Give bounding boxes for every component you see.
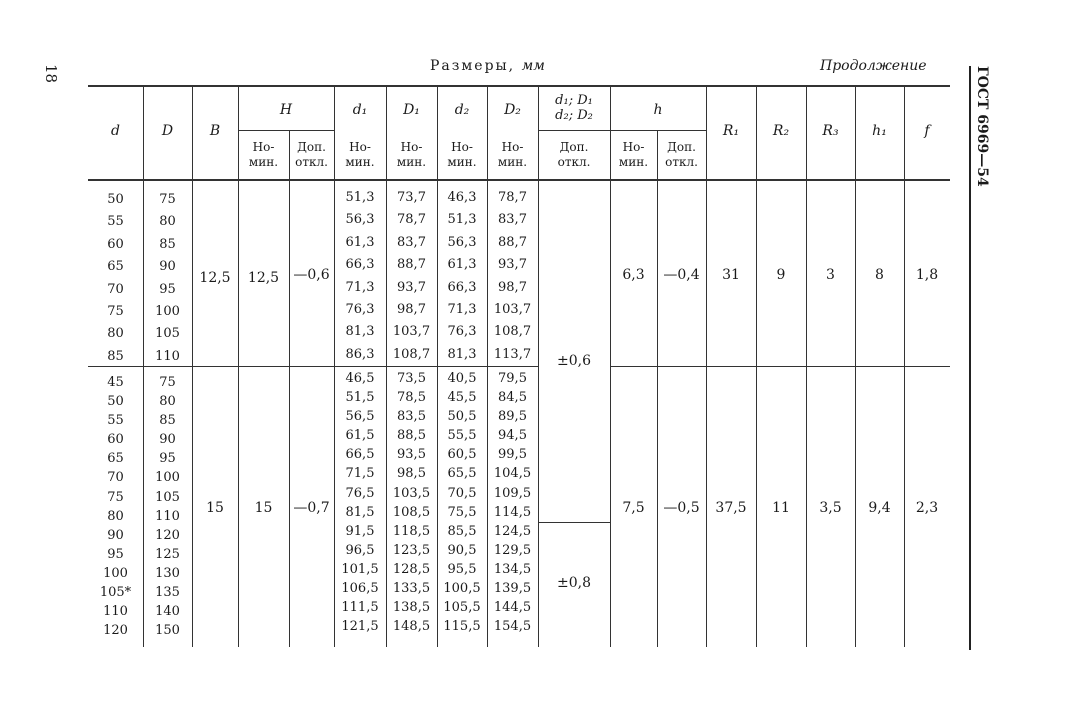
table-cell: 56,5 — [345, 409, 375, 425]
vrule — [904, 87, 905, 647]
table-cell: 100 — [103, 565, 128, 581]
table-cell: 80 — [159, 394, 176, 410]
table-cell: 90 — [159, 432, 176, 448]
table-cell: 61,5 — [345, 428, 375, 444]
g1-col-D — [143, 189, 192, 368]
table-cell: 61,3 — [447, 257, 477, 273]
table-cell: 115,5 — [443, 619, 481, 635]
table-cell: 85 — [159, 413, 176, 429]
header-H: H — [279, 102, 293, 118]
g1-R1: 31 — [722, 267, 740, 283]
header-R1: R₁ — [722, 123, 740, 139]
table-cell: 60,5 — [447, 447, 477, 463]
dd-tolerance-2: ±0,8 — [557, 575, 591, 591]
table-cell: 98,7 — [397, 302, 426, 318]
table-cell: 114,5 — [493, 504, 532, 520]
table-cell: 84,5 — [498, 390, 527, 406]
table-cell: 105,5 — [443, 600, 481, 616]
table-cell: 95,5 — [447, 561, 477, 577]
table-cell: 91,5 — [345, 523, 375, 539]
g1-col-d2 — [437, 187, 487, 366]
table-cell: 134,5 — [493, 561, 532, 577]
table-cell: 96,5 — [345, 542, 375, 558]
vrule — [756, 87, 757, 647]
table-cell: 80 — [107, 508, 124, 524]
g1-col-D1 — [386, 187, 437, 366]
table-cell: 50 — [107, 394, 124, 410]
table-cell: 65 — [107, 451, 124, 467]
g1-B: 12,5 — [199, 270, 231, 286]
table-cell: 73,7 — [397, 190, 426, 205]
table-cell: 89,5 — [498, 409, 527, 425]
vrule — [806, 87, 807, 647]
g2-R3: 3,5 — [819, 500, 842, 516]
g1-col-d — [88, 189, 143, 368]
table-cell: 75 — [107, 304, 124, 320]
table-cell: 81,3 — [345, 324, 375, 340]
vrule — [610, 87, 611, 647]
table-cell: 130 — [155, 565, 180, 581]
header-H-nom: Но- мин. — [248, 140, 279, 169]
table-cell: 108,7 — [493, 324, 532, 340]
table-cell: 76,3 — [345, 302, 375, 318]
g2-R2: 11 — [772, 500, 790, 516]
header-h-nom: Но- мин. — [618, 140, 649, 169]
g1-h-nom: 6,3 — [622, 267, 645, 283]
table-cell: 133,5 — [392, 581, 431, 597]
g2-H-dev: —0,7 — [293, 500, 330, 516]
table-cell: 140 — [155, 604, 180, 620]
g2-h1: 9,4 — [868, 500, 891, 516]
table-cell: 101,5 — [341, 561, 379, 577]
table-cell: 98,5 — [397, 466, 426, 482]
vrule — [657, 131, 658, 647]
g2-col-D1 — [386, 369, 437, 636]
table-cell: 50 — [107, 192, 124, 207]
table-cell: 78,7 — [397, 212, 426, 228]
rule-top — [88, 85, 950, 87]
header-f: f — [924, 123, 930, 139]
table-cell: 55 — [107, 214, 124, 230]
table-cell: 93,5 — [397, 447, 426, 463]
table-cell: 76,5 — [345, 485, 375, 501]
table-cell: 83,7 — [397, 234, 426, 250]
table-cell: 100 — [155, 470, 180, 486]
g1-col-D2 — [487, 187, 538, 366]
header-D1: D₁ — [403, 102, 420, 118]
title-text: Размеры, — [430, 58, 516, 74]
table-cell: 45,5 — [447, 390, 477, 406]
table-cell: 110 — [155, 508, 180, 524]
vrule — [238, 87, 239, 647]
table-cell: 88,7 — [498, 234, 527, 250]
table-cell: 109,5 — [493, 485, 532, 501]
rule-group-split-right — [610, 366, 950, 367]
table-cell: 61,3 — [345, 234, 375, 250]
header-B: B — [209, 123, 221, 139]
table-cell: 78,5 — [397, 390, 426, 406]
header-h1: h₁ — [872, 123, 887, 139]
g1-H-dev: —0,6 — [293, 267, 330, 283]
g1-h-dev: —0,4 — [663, 267, 700, 283]
table-cell: 128,5 — [392, 561, 431, 577]
table-cell: 95 — [159, 451, 176, 467]
header-h: h — [653, 102, 663, 118]
table-cell: 103,7 — [392, 324, 431, 340]
table-cell: 90 — [159, 259, 176, 275]
table-cell: 71,5 — [345, 466, 375, 482]
table-cell: 111,5 — [341, 600, 379, 616]
g2-h-nom: 7,5 — [622, 500, 645, 516]
g2-B: 15 — [206, 500, 224, 516]
g1-col-d1 — [334, 187, 386, 366]
g1-f: 1,8 — [915, 267, 939, 283]
table-cell: 70 — [107, 281, 124, 297]
table-cell: 90 — [107, 527, 124, 543]
header-d2-nom: Но- мин. — [447, 140, 477, 169]
vrule — [192, 87, 193, 647]
title-unit: мм — [521, 58, 545, 74]
table-cell: 125 — [155, 546, 180, 562]
vrule — [855, 87, 856, 647]
table-cell: 100 — [155, 304, 180, 320]
table-cell: 83,5 — [397, 409, 426, 425]
header-D2-nom: Но- мин. — [497, 140, 528, 169]
table-cell: 118,5 — [392, 523, 431, 539]
table-cell: 50,5 — [447, 409, 477, 425]
table-cell: 51,3 — [447, 212, 477, 228]
table-cell: 60 — [107, 236, 124, 252]
table-cell: 56,3 — [345, 212, 375, 228]
table-cell: 85,5 — [447, 523, 477, 539]
table-cell: 70 — [107, 470, 124, 486]
g2-col-d2 — [437, 369, 487, 636]
rule-header-mid-2 — [538, 130, 706, 131]
table-cell: 95 — [159, 281, 176, 297]
table-cell: 51,5 — [345, 390, 375, 406]
table-cell: 40,5 — [447, 371, 477, 386]
table-cell: 75 — [159, 375, 176, 390]
table-cell: 46,3 — [447, 190, 477, 205]
table-cell: 65 — [107, 259, 124, 275]
table-cell: 80 — [107, 326, 124, 342]
rule-tol-split — [538, 522, 610, 523]
table-cell: 76,3 — [447, 324, 477, 340]
header-D: D — [161, 123, 174, 139]
table-cell: 73,5 — [397, 371, 426, 386]
table-cell: 66,3 — [447, 279, 477, 295]
header-h-dev: Доп. откл. — [665, 140, 698, 169]
table-cell: 135 — [155, 585, 180, 601]
header-dd-dev: Доп. откл. — [557, 140, 591, 169]
table-cell: 75,5 — [447, 504, 477, 520]
table-cell: 105 — [155, 326, 180, 342]
table-cell: 75 — [159, 192, 176, 207]
table-cell: 78,7 — [498, 190, 527, 205]
table-cell: 45 — [107, 375, 124, 390]
table-cell: 93,7 — [498, 257, 527, 273]
header-D2: D₂ — [504, 102, 521, 118]
table-cell: 108,7 — [392, 346, 431, 362]
standard-label: ГОСТ 6969—54 — [974, 66, 990, 187]
table-cell: 121,5 — [341, 619, 379, 635]
header-d1-nom: Но- мин. — [345, 140, 375, 169]
table-cell: 110 — [103, 604, 128, 620]
table-cell: 150 — [155, 623, 180, 639]
table-cell: 103,7 — [493, 302, 532, 318]
table-cell: 85 — [107, 348, 124, 364]
table-cell: 60 — [107, 432, 124, 448]
table-cell: 56,3 — [447, 234, 477, 250]
table-cell: 71,3 — [447, 302, 477, 318]
table-title — [430, 58, 545, 74]
g2-col-D2 — [487, 369, 538, 636]
table-cell: 103,5 — [392, 485, 431, 501]
table-cell: 46,5 — [345, 371, 375, 386]
table-cell: 98,7 — [498, 279, 527, 295]
dd-tolerance-1: ±0,6 — [557, 353, 591, 369]
header-d: d — [111, 123, 120, 139]
table-cell: 105 — [155, 489, 180, 505]
table-cell: 139,5 — [493, 581, 532, 597]
table-cell: 104,5 — [493, 466, 532, 482]
continuation-label: Продолжение — [820, 58, 927, 74]
table-cell: 79,5 — [498, 371, 527, 386]
header-dd-2: d₂; D₂ — [555, 108, 593, 123]
table-cell: 55,5 — [447, 428, 477, 444]
table-cell: 120 — [155, 527, 180, 543]
header-dd-1: d₁; D₁ — [555, 93, 593, 108]
g2-f: 2,3 — [915, 500, 939, 516]
g2-col-d1 — [334, 369, 386, 636]
table-cell: 108,5 — [392, 504, 431, 520]
table-cell: 100,5 — [443, 581, 481, 597]
g2-h-dev: —0,5 — [663, 500, 700, 516]
g1-R2: 9 — [776, 267, 786, 283]
table-cell: 110 — [155, 348, 180, 364]
vrule — [289, 131, 290, 647]
table-cell: 106,5 — [341, 581, 379, 597]
g2-R1: 37,5 — [715, 500, 747, 516]
g2-col-D — [143, 373, 192, 640]
table-cell: 129,5 — [493, 542, 532, 558]
table-cell: 94,5 — [498, 428, 527, 444]
table-cell: 66,5 — [345, 447, 375, 463]
header-R2: R₂ — [772, 123, 790, 139]
header-H-dev: Доп. откл. — [295, 140, 328, 169]
table-cell: 124,5 — [493, 523, 532, 539]
table-cell: 88,7 — [397, 257, 426, 273]
table-cell: 70,5 — [447, 485, 477, 501]
table-cell: 71,3 — [345, 279, 375, 295]
rule-header-bottom — [88, 179, 950, 181]
header-d1: d₁ — [352, 102, 368, 118]
table-cell: 66,3 — [345, 257, 375, 273]
table-cell: 120 — [103, 623, 128, 639]
table-cell: 90,5 — [447, 542, 477, 558]
table-cell: 85 — [159, 236, 176, 252]
header-d2: d₂ — [454, 102, 470, 118]
table-cell: 86,3 — [345, 346, 375, 362]
table-cell: 113,7 — [493, 346, 532, 362]
table-cell: 88,5 — [397, 428, 426, 444]
side-rule — [969, 66, 971, 650]
table-cell: 80 — [159, 214, 176, 230]
table-cell: 81,3 — [447, 346, 477, 362]
table-cell: 154,5 — [493, 619, 532, 635]
table-cell: 65,5 — [447, 466, 477, 482]
page-number: 18 — [42, 64, 60, 84]
table-cell: 99,5 — [498, 447, 527, 463]
table-cell: 148,5 — [392, 619, 431, 635]
table-cell: 75 — [107, 489, 124, 505]
table-cell: 81,5 — [345, 504, 375, 520]
header-R3: R₃ — [822, 123, 839, 139]
header-D1-nom: Но- мин. — [396, 140, 427, 169]
table-cell: 93,7 — [397, 279, 426, 295]
g1-R3: 3 — [826, 267, 835, 283]
g1-H-nom: 12,5 — [247, 270, 280, 286]
g1-h1: 8 — [875, 267, 884, 283]
table-cell: 105* — [99, 585, 132, 601]
g2-col-d — [88, 373, 143, 640]
table-cell: 123,5 — [392, 542, 431, 558]
table-cell: 138,5 — [392, 600, 431, 616]
vrule — [706, 87, 707, 647]
table-cell: 95 — [107, 546, 124, 562]
table-cell: 144,5 — [493, 600, 532, 616]
g2-H-nom: 15 — [254, 500, 273, 516]
rule-header-mid — [238, 130, 334, 131]
table-cell: 83,7 — [498, 212, 527, 228]
table-cell: 55 — [107, 413, 124, 429]
table-cell: 51,3 — [345, 190, 375, 205]
